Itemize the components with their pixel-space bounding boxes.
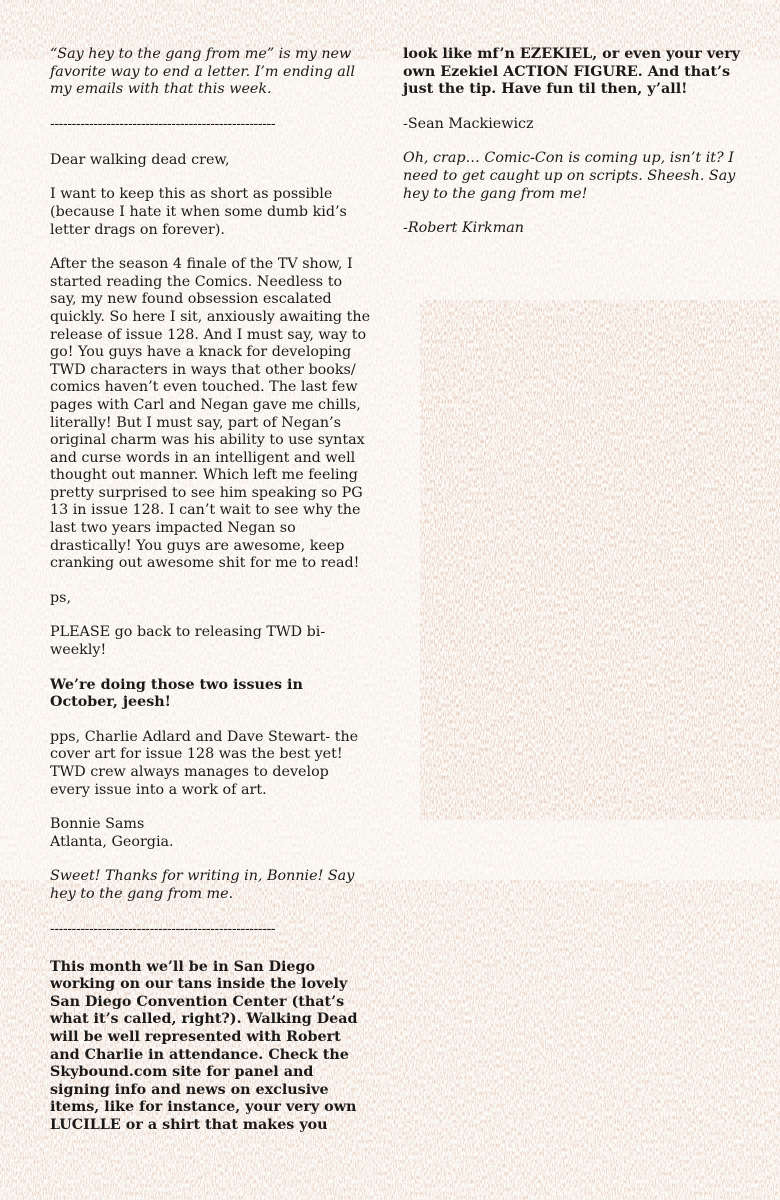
right-column [403,46,753,255]
divider-2: ---------------------------------------------------- [50,920,276,937]
editor-reply-1: We’re doing those two issues in October, jeesh! [50,676,303,711]
closing-note: Oh, crap… Comic-Con is coming up, isn’t it? I need to get caught up on scripts. Sheesh. Say hey to the gang from me! [403,150,736,202]
signature-location: Atlanta, Georgia. [50,833,174,850]
signature-robert: -Robert Kirkman [403,220,524,237]
intro-note: “Say hey to the gang from me” is my new favorite way to end a letter. I’m ending all my emails with that this week. [50,46,355,98]
letter-paragraph-1: I want to keep this as short as possible (because I hate it when some dumb kid’s letter drags on forever). [50,186,347,238]
ps-text: PLEASE go back to releasing TWD bi-weekly! [50,624,326,659]
signature-block [50,816,372,851]
divider-1: ---------------------------------------------------- [50,115,276,132]
signature-name: Bonnie Sams [50,816,145,833]
left-column [50,46,372,1152]
signature-sean: -Sean Mackiewicz [403,115,534,132]
pps-text: pps, Charlie Adlard and Dave Stewart- the cover art for issue 128 was the best yet! TWD crew always manages to develop every issue into a work of art. [50,728,359,798]
salutation: Dear walking dead crew, [50,151,230,168]
letter-paragraph-2: After the season 4 finale of the TV show, I started reading the Comics. Needless to say, my new found obsession escalated quickly. So here I sit, anxiously awaiting the release of issue 128. And I must say, way to go! You guys have a knack for developing TWD characters in ways that other books/ comics haven’t even touched. The last few pages with Carl and Negan gave me chills, literally! But I must say, part of Negan’s original charm was his ability to use syntax and curse words in an intelligent and well thought out manner. Which left me feeling pretty surprised to see him speaking so PG 13 in issue 128. I can’t wait to see why the last two years impacted Negan so drastically! You guys are awesome, keep cranking out awesome shit for me to read! [50,256,371,572]
announcement: This month we’ll be in San Diego working on our tans inside the lovely San Diego Convention Center (that’s what it’s called, right?). Walking Dead will be well represented with Robert and Charlie in attendance. Check the Skybound.com site for panel and signing info and news on exclusive items, like for instance, your very own LUCILLE or a shirt that makes you [50,958,358,1133]
announcement-continued: look like mf’n EZEKIEL, or even your very own Ezekiel ACTION FIGURE. And that’s just the tip. Have fun til then, y’all! [403,46,741,98]
ps-label: ps, [50,589,72,606]
editor-reply-2: Sweet! Thanks for writing in, Bonnie! Say hey to the gang from me. [50,868,355,902]
